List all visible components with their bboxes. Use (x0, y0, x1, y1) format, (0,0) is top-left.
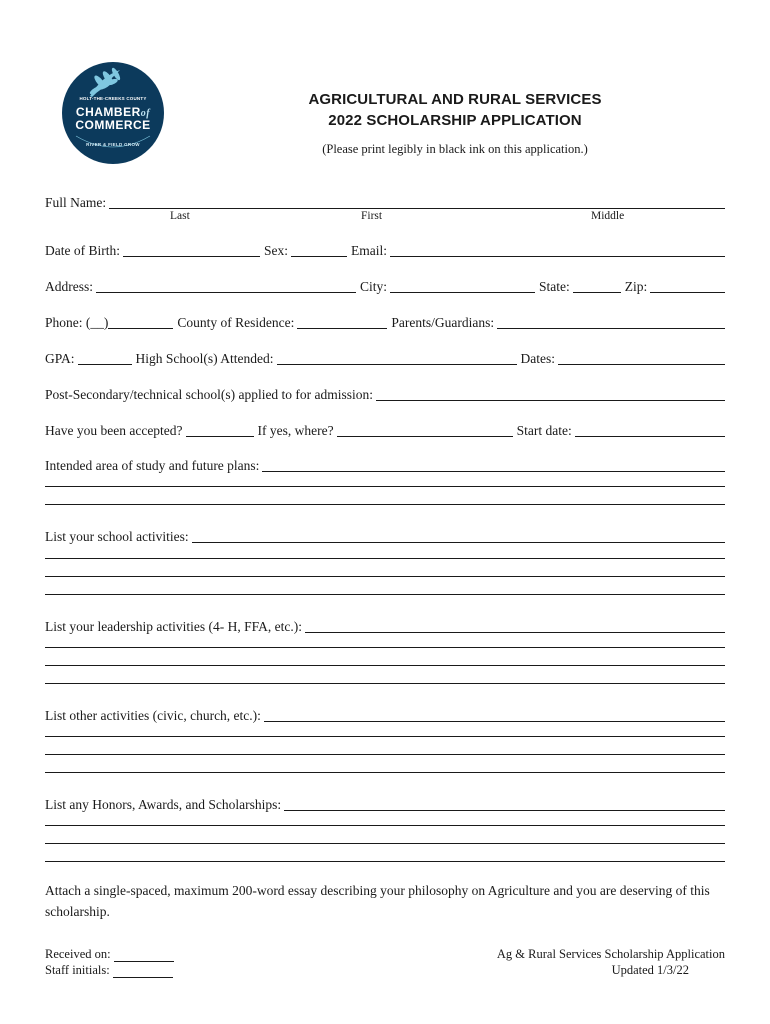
other-activities-extra-line[interactable] (45, 754, 725, 755)
honors-row (45, 794, 725, 814)
accepted-row (45, 420, 725, 440)
sex-field[interactable] (291, 241, 347, 257)
full-name-row (45, 192, 725, 212)
form-name: Ag & Rural Services Scholarship Application (496, 947, 725, 961)
middle-name-hint: Middle (591, 210, 625, 222)
page-subtitle-year: 2022 SCHOLARSHIP APPLICATION (328, 112, 582, 129)
received-on-label: Received on: (45, 947, 111, 961)
school-activities-extra-line[interactable] (45, 576, 725, 577)
full-name-label: Full Name: (45, 195, 107, 210)
honors-extra-line[interactable] (45, 825, 725, 826)
intended-field[interactable] (262, 456, 725, 472)
form-updated-date: Updated 1/3/22 (611, 963, 689, 977)
gpa-field[interactable] (78, 349, 132, 365)
other-activities-extra-line[interactable] (45, 736, 725, 737)
gpa-label: GPA: (45, 351, 75, 366)
logo-of-text: of (140, 108, 151, 119)
intended-extra-line[interactable] (45, 504, 725, 505)
first-name-hint: First (361, 210, 383, 222)
post-secondary-field[interactable] (376, 385, 725, 401)
city-field[interactable] (390, 277, 535, 293)
form-info-block (497, 946, 725, 978)
if-yes-field[interactable] (337, 421, 513, 437)
school-activities-label: List your school activities: (45, 529, 189, 544)
high-school-label: High School(s) Attended: (135, 351, 274, 366)
post-secondary-label: Post-Secondary/technical school(s) applied to for admission: (45, 387, 374, 402)
honors-field[interactable] (284, 795, 725, 811)
high-school-field[interactable] (277, 349, 517, 365)
accepted-label: Have you been accepted? (45, 423, 183, 438)
post-secondary-row (45, 384, 725, 404)
other-activities-label: List other activities (civic, church, etc.): (45, 708, 261, 723)
dates-label: Dates: (520, 351, 556, 366)
honors-extra-line[interactable] (45, 861, 725, 862)
dob-field[interactable] (123, 241, 260, 257)
parents-label: Parents/Guardians: (391, 315, 495, 330)
parents-field[interactable] (497, 313, 725, 329)
staff-initials-label: Staff initials: (45, 963, 110, 977)
sex-label: Sex: (263, 243, 288, 258)
school-activities-row (45, 526, 725, 546)
phone-label: Phone: (__) (45, 315, 109, 330)
staff-initials-field[interactable] (113, 966, 173, 978)
leadership-extra-line[interactable] (45, 647, 725, 648)
school-activities-extra-line[interactable] (45, 594, 725, 595)
dob-label: Date of Birth: (45, 243, 120, 258)
phone-field[interactable] (108, 313, 173, 329)
logo-top-text: HOLT-THE-CREEKS COUNTY (79, 96, 147, 101)
city-label: City: (360, 279, 388, 294)
logo-chamber-text: CHAMBERof (75, 105, 151, 119)
if-yes-label: If yes, where? (257, 423, 334, 438)
accepted-field[interactable] (186, 421, 254, 437)
gpa-row (45, 348, 725, 368)
other-activities-extra-line[interactable] (45, 772, 725, 773)
address-row (45, 276, 725, 296)
received-on-field[interactable] (114, 950, 174, 962)
dob-row (45, 240, 725, 260)
logo-bottom-text: RIVER & FIELD GROW (86, 142, 140, 147)
email-label: Email: (351, 243, 387, 258)
intended-label: Intended area of study and future plans: (45, 458, 260, 473)
honors-extra-line[interactable] (45, 843, 725, 844)
essay-instructions: Attach a single-spaced, maximum 200-word essay describing your philosophy on Agriculture and you are deserving of this scholarship. (45, 883, 710, 919)
zip-label: Zip: (624, 279, 648, 294)
intended-row (45, 455, 725, 475)
leadership-field[interactable] (305, 617, 725, 633)
start-date-label: Start date: (516, 423, 572, 438)
page-title: AGRICULTURAL AND RURAL SERVICES (308, 91, 602, 108)
phone-row (45, 312, 725, 332)
instructions-text: (Please print legibly in black ink on this application.) (322, 142, 588, 156)
logo-commerce-text: COMMERCE (75, 118, 151, 132)
address-label: Address: (45, 279, 93, 294)
email-field[interactable] (390, 241, 725, 257)
last-name-hint: Last (170, 210, 190, 222)
leadership-extra-line[interactable] (45, 665, 725, 666)
start-date-field[interactable] (575, 421, 725, 437)
leadership-row (45, 616, 725, 636)
zip-field[interactable] (650, 277, 725, 293)
intended-extra-line[interactable] (45, 486, 725, 487)
school-activities-field[interactable] (192, 527, 725, 543)
received-on-row (45, 946, 174, 962)
county-label: County of Residence: (177, 315, 295, 330)
address-field[interactable] (96, 277, 356, 293)
honors-label: List any Honors, Awards, and Scholarships: (45, 797, 282, 812)
county-field[interactable] (297, 313, 387, 329)
other-activities-field[interactable] (264, 706, 725, 722)
leadership-label: List your leadership activities (4- H, FFA, etc.): (45, 619, 302, 634)
full-name-field[interactable] (109, 193, 725, 209)
office-use-block (45, 946, 174, 978)
dates-field[interactable] (558, 349, 725, 365)
other-activities-row (45, 705, 725, 725)
state-label: State: (539, 279, 570, 294)
leadership-extra-line[interactable] (45, 683, 725, 684)
state-field[interactable] (573, 277, 621, 293)
chamber-logo (62, 62, 164, 164)
school-activities-extra-line[interactable] (45, 558, 725, 559)
staff-initials-row (45, 962, 174, 978)
